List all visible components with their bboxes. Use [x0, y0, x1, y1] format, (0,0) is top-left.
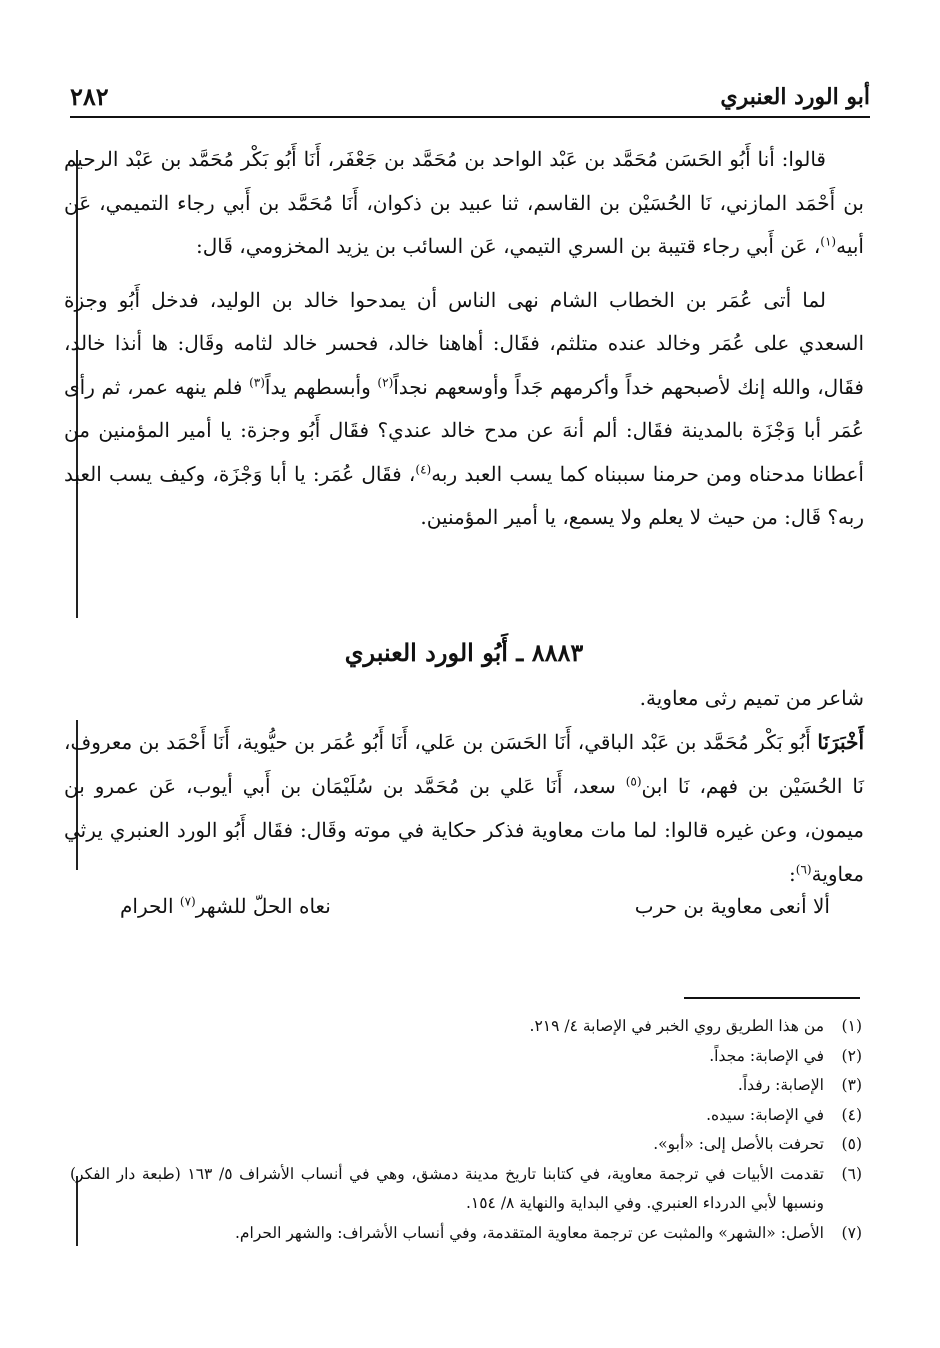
- footnote-ref-7: (٧): [179, 894, 196, 909]
- footnote-text: في الإصابة: مجداً.: [709, 1046, 824, 1065]
- footnote: [70, 1012, 862, 1042]
- poem-verse: [100, 894, 830, 934]
- text-run: الحرام: [120, 894, 180, 918]
- verse-hemistich-1: ألا أنعى معاوية بن حرب: [634, 894, 830, 918]
- footnote-number: (٧): [841, 1223, 862, 1242]
- footnote: [70, 1130, 862, 1160]
- footnote-ref-1: (١): [820, 234, 837, 249]
- footnote-number: (٥): [841, 1135, 862, 1153]
- verse-hemistich-2: [120, 894, 331, 918]
- footnote: [70, 1042, 862, 1072]
- footnote-number: (٤): [841, 1105, 862, 1124]
- paragraph-story: [64, 279, 864, 540]
- footnote-number: (٣): [841, 1076, 862, 1094]
- running-title: أبو الورد العنبري: [720, 84, 870, 110]
- footnote-number: (٢): [841, 1046, 862, 1065]
- footnote-ref-3: (٣): [249, 374, 265, 389]
- footnote-text: في الإصابة: سيده.: [706, 1105, 824, 1124]
- text-run: ، عَن أَبي رجاء قتيبة بن السري التيمي، عَن السائب بن يزيد المخزومي، قَال:: [195, 234, 821, 258]
- footnote: [70, 1160, 862, 1219]
- footnotes: [70, 1012, 862, 1248]
- footnote-text: الأصل: «الشهر» والمثبت عن ترجمة معاوية المتقدمة، وفي أنساب الأشراف: والشهر الحرام.: [235, 1223, 824, 1242]
- main-text: [64, 138, 864, 540]
- text-run: :: [789, 862, 796, 886]
- page-number: ٢٨٢: [70, 82, 109, 111]
- footnote-text: الإصابة: رفداً.: [737, 1076, 824, 1094]
- text-run: لما أتى عُمَر بن الخطاب الشام نهى الناس أن يمدحوا خالد بن الوليد، فدخل أَبُو وجزة السعدي على عُمَر وخالد عنده متلثم، فقَال: أهاهنا خالد، فحسر خالد لثامه وقَال: ها أنذا خالد، فقَال، والله إنك لأصبحهم خداً وأكرمهم جَداً وأوسعهم نجداً: [64, 287, 864, 399]
- footnote-ref-6: (٦): [795, 862, 812, 877]
- header-rule: [70, 116, 870, 118]
- footnote: [70, 1071, 862, 1101]
- running-header: [70, 82, 870, 116]
- text-run: فلم ينهه عمر، ثم رأى عُمَر أبا وَجْزَة بالمدينة فقَال: ألم أنهَ عن مدح خالد عندي؟ فقَال أَبُو وجزة: يا أمير المؤمنين من أعطانا مدحناه ومن حرمنا سببناه كما يسب العبد ربه: [64, 374, 864, 486]
- text-run: أَبُو بَكْر مُحَمَّد بن عَبْد الباقي، أَنَا الحَسَن بن عَلي، أَنَا أَبُو عُمَر بن حيُّوية، أَنَا أَحْمَد بن معروف، نَا الحُسَيْن بن فهم، نَا ابن: [64, 730, 864, 798]
- paragraph-entry-isnad: [64, 720, 864, 896]
- footnote-text: تقدمت الأبيات في ترجمة معاوية، في كتابنا تاريخ مدينة دمشق، وهي في أنساب الأشراف ٥/ ١٦٣ (طبعة دار الفكر) ونسبها لأبي الدرداء العنبري. وفي البداية والنهاية ٨/ ١٥٤.: [70, 1164, 824, 1212]
- akhbarana-word: أَخْبَرَنَا: [817, 730, 865, 754]
- text-run: وأبسطهم يداً: [264, 374, 378, 399]
- footnote-ref-5: (٥): [625, 774, 642, 789]
- paragraph-isnad: [64, 138, 864, 269]
- footnote-number: (٦): [841, 1164, 862, 1183]
- entry-heading: ٨٨٨٣ ـ أَبُو الورد العنبري: [344, 638, 584, 667]
- footnote-separator: [684, 997, 860, 999]
- text-run: سعد، أَنَا عَلي بن مُحَمَّد بن سُلَيْمَان بن أَبي أيوب، عَن عمرو بن ميمون، وعن غيره قالوا: لما مات معاوية فذكر حكاية في موته وقَال: فقَال أَبُو الورد العنبري يرثي معاوية: [64, 774, 864, 886]
- footnote: [70, 1101, 862, 1131]
- text-run: نعاه الحلّ للشهر: [195, 894, 331, 918]
- text-run: ، فقَال عُمَر: يا أبا وَجْزَة، وكيف يسب العبد ربه؟ قَال: من حيث لا يعلم ولا يسمع، يا أمير المؤمنين.: [64, 461, 864, 529]
- footnote-number: (١): [841, 1017, 862, 1035]
- footnote: [70, 1219, 862, 1249]
- footnote-text: تحرفت بالأصل إلى: «أبو».: [653, 1135, 824, 1153]
- footnote-ref-2: (٢): [377, 374, 394, 389]
- footnote-ref-4: (٤): [415, 461, 432, 476]
- footnote-text: من هذا الطريق روي الخبر في الإصابة ٤/ ٢١٩.: [529, 1017, 824, 1035]
- entry-intro: شاعر من تميم رثى معاوية.: [639, 686, 864, 710]
- text-run: قالوا: أنا أَبُو الحَسَن مُحَمَّد بن عَبْد الواحد بن مُحَمَّد بن جَعْفَر، أَنَا أَبُو بَكْر مُحَمَّد بن عَبْد الرحيم بن أَحْمَد المازني، نَا الحُسَيْن بن القاسم، ثنا عبيد بن ذكوان، أَنَا مُحَمَّد بن أَبي رجاء التميمي، عَن أبيه: [64, 147, 864, 258]
- entry-text: [64, 676, 864, 896]
